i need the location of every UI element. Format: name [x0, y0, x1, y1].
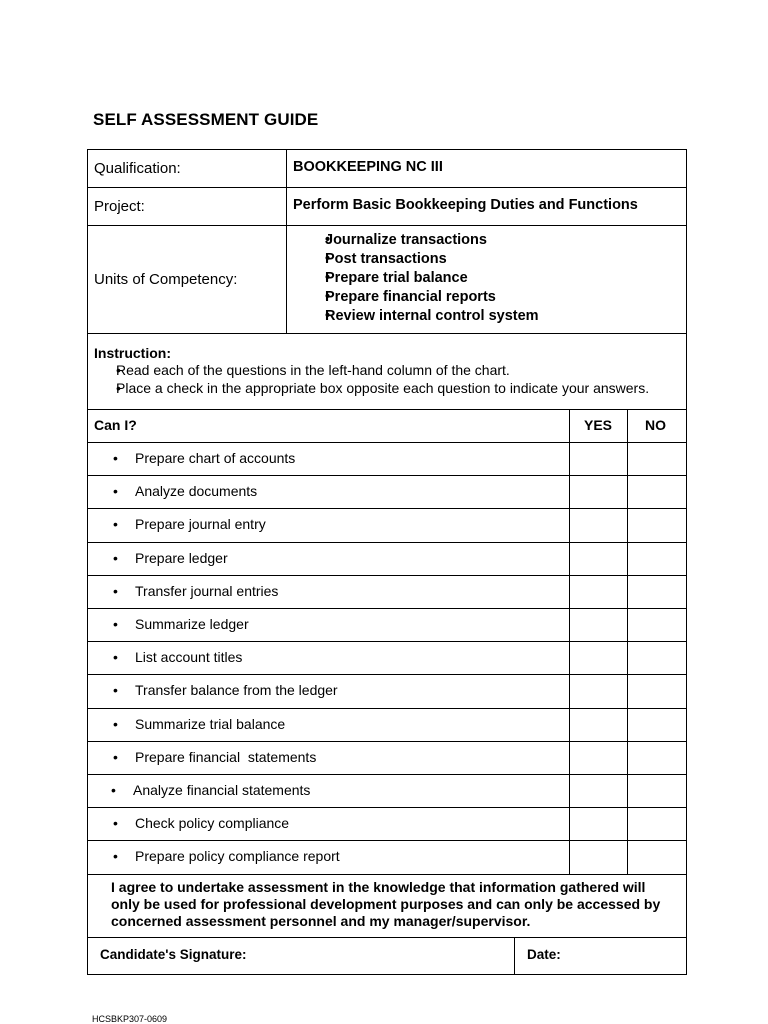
list-item: • Place a check in the appropriate box opposite each question to indicate your answers.	[91, 380, 649, 398]
no-checkbox[interactable]	[628, 576, 686, 608]
bullet-icon: •	[113, 616, 118, 632]
bullet-icon: •	[113, 682, 118, 698]
bullet-icon: •	[111, 782, 116, 798]
checklist-question-label: Analyze financial statements	[133, 782, 311, 798]
bullet-icon: •	[113, 550, 118, 566]
no-checkbox[interactable]	[628, 675, 686, 707]
yes-checkbox[interactable]	[570, 675, 627, 707]
list-item: • Post transactions	[296, 251, 539, 270]
yes-checkbox[interactable]	[570, 443, 627, 475]
bullet-icon: •	[113, 716, 118, 732]
bullet-icon: •	[113, 749, 118, 765]
list-item: • Read each of the questions in the left-hand column of the chart.	[91, 362, 649, 380]
checklist-question-label: Analyze documents	[135, 483, 258, 499]
checklist-question-label: Prepare chart of accounts	[135, 450, 296, 466]
yes-header: YES	[584, 417, 613, 433]
checklist-question-label: Summarize trial balance	[135, 716, 286, 732]
no-checkbox[interactable]	[628, 742, 686, 774]
page-title: SELF ASSESSMENT GUIDE	[93, 110, 319, 129]
no-checkbox[interactable]	[628, 543, 686, 575]
checklist-question	[113, 583, 278, 599]
checklist-question	[113, 483, 257, 499]
bullet-icon: •	[113, 516, 118, 532]
bullet-icon: •	[113, 483, 118, 499]
yes-checkbox[interactable]	[570, 841, 627, 873]
bullet-icon: •	[113, 583, 118, 599]
checklist-question	[113, 848, 340, 864]
no-checkbox[interactable]	[628, 775, 686, 807]
checklist-question	[113, 450, 295, 466]
checklist-question	[113, 749, 316, 765]
footer-code: HCSBKP307-0609	[92, 1014, 168, 1024]
checklist-question	[113, 649, 242, 665]
checklist-question	[113, 716, 285, 732]
checklist-question-label: Prepare journal entry	[135, 516, 266, 532]
instruction-list	[91, 362, 649, 398]
no-checkbox[interactable]	[628, 642, 686, 674]
checklist-question-label: Prepare financial statements	[135, 749, 317, 765]
units-label: Units of Competency:	[94, 271, 238, 288]
no-checkbox[interactable]	[628, 476, 686, 508]
yes-checkbox[interactable]	[570, 775, 627, 807]
units-list	[296, 232, 539, 327]
checklist-question	[113, 815, 289, 831]
project-value: Perform Basic Bookkeeping Duties and Functions	[293, 197, 638, 213]
no-header: NO	[645, 417, 666, 433]
no-checkbox[interactable]	[628, 443, 686, 475]
no-checkbox[interactable]	[628, 808, 686, 840]
yes-checkbox[interactable]	[570, 742, 627, 774]
checklist-question	[113, 550, 228, 566]
yes-checkbox[interactable]	[570, 476, 627, 508]
list-item: • Prepare trial balance	[296, 270, 539, 289]
qualification-label: Qualification:	[94, 160, 181, 177]
signature-label: Candidate's Signature:	[100, 947, 247, 962]
bullet-icon: •	[113, 815, 118, 831]
yes-checkbox[interactable]	[570, 808, 627, 840]
question-header: Can I?	[94, 417, 137, 433]
date-label: Date:	[527, 947, 561, 962]
no-checkbox[interactable]	[628, 509, 686, 541]
no-checkbox[interactable]	[628, 841, 686, 873]
checklist-question-label: List account titles	[135, 649, 243, 665]
checklist-question	[113, 516, 266, 532]
list-item: • Journalize transactions	[296, 232, 539, 251]
checklist-question-label: Transfer balance from the ledger	[135, 682, 338, 698]
yes-checkbox[interactable]	[570, 576, 627, 608]
checklist-question	[111, 782, 310, 798]
project-label: Project:	[94, 198, 145, 215]
checklist-question-label: Transfer journal entries	[135, 583, 279, 599]
yes-checkbox[interactable]	[570, 642, 627, 674]
bullet-icon: •	[113, 848, 118, 864]
checklist-question-label: Summarize ledger	[135, 616, 249, 632]
yes-checkbox[interactable]	[570, 509, 627, 541]
checklist-question-label: Prepare ledger	[135, 550, 228, 566]
yes-checkbox[interactable]	[570, 709, 627, 741]
qualification-value: BOOKKEEPING NC III	[293, 159, 443, 175]
agreement-text: I agree to undertake assessment in the knowledge that information gathered will only be used for professional development purposes and can only be accessed by concerned assessment personnel and my manager/supervisor.	[111, 879, 661, 929]
no-checkbox[interactable]	[628, 609, 686, 641]
list-item: • Prepare financial reports	[296, 289, 539, 308]
yes-checkbox[interactable]	[570, 543, 627, 575]
checklist-question	[113, 616, 249, 632]
bullet-icon: •	[113, 649, 118, 665]
checklist-question-label: Prepare policy compliance report	[135, 848, 340, 864]
no-checkbox[interactable]	[628, 709, 686, 741]
list-item: • Review internal control system	[296, 308, 539, 327]
checklist-question	[113, 682, 338, 698]
yes-checkbox[interactable]	[570, 609, 627, 641]
checklist-question-label: Check policy compliance	[135, 815, 290, 831]
instruction-heading: Instruction:	[94, 345, 171, 361]
bullet-icon: •	[113, 450, 118, 466]
